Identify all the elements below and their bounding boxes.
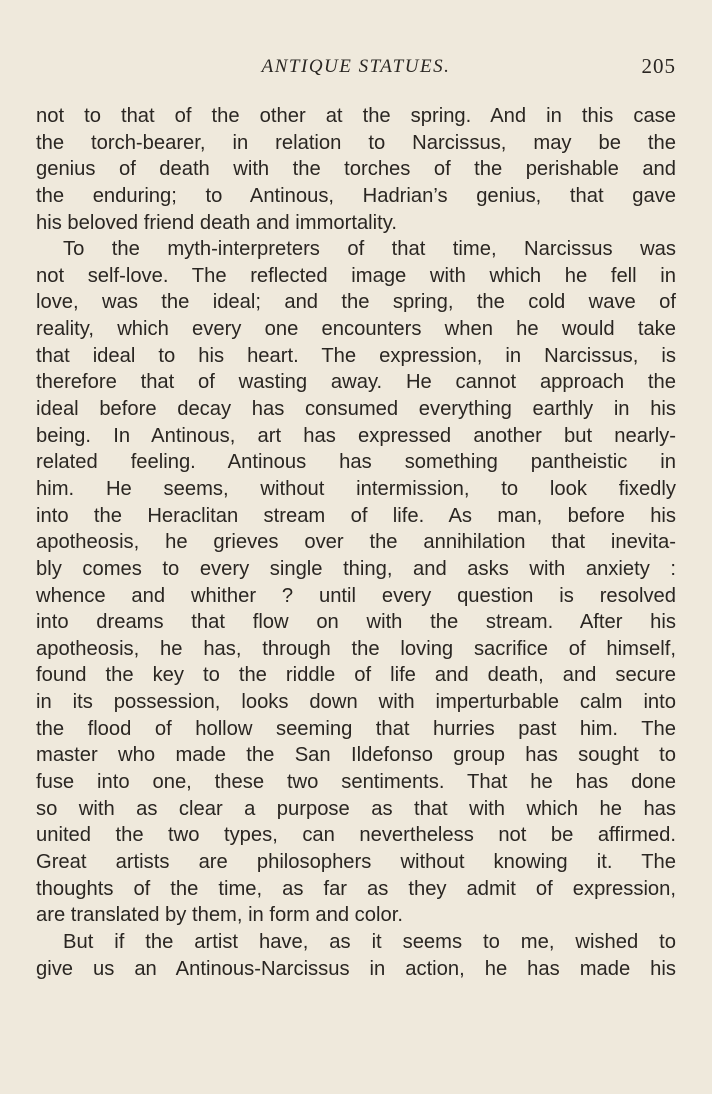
text-line: therefore that of wasting away. He cannot approach the — [36, 371, 676, 394]
text-line: genius of death with the torches of the perishable and — [36, 158, 676, 181]
text-line: are translated by them, in form and color. — [36, 904, 403, 927]
text-line: related feeling. Antinous has something pantheistic in — [36, 451, 676, 474]
text-line: not to that of the other at the spring. And in this case — [36, 105, 676, 127]
text-line: But if the artist have, as it seems to me, wished to — [63, 930, 676, 953]
text-line: his beloved friend death and immortality. — [36, 211, 397, 234]
text-line: fuse into one, these two sentiments. That he has done — [36, 771, 676, 794]
text-line: ideal before decay has consumed everything earthly in his — [36, 398, 676, 421]
text-line: not self-love. The reflected image with which he fell in — [36, 264, 676, 287]
text-line: the enduring; to Antinous, Hadrian’s genius, that gave — [36, 184, 676, 207]
text-line: whence and whither ? until every question is resolved — [36, 584, 676, 607]
text-line: the flood of hollow seeming that hurries past him. The — [36, 717, 676, 740]
text-line: into dreams that flow on with the stream. After his — [36, 611, 676, 634]
text-line: that ideal to his heart. The expression, in Narcissus, is — [36, 344, 676, 367]
text-line: apotheosis, he grieves over the annihilation that inevita- — [36, 531, 676, 554]
text-line: To the myth-interpreters of that time, Narcissus was — [63, 238, 676, 261]
text-line: found the key to the riddle of life and death, and secure — [36, 664, 676, 687]
text-line: bly comes to every single thing, and asks with anxiety : — [36, 557, 676, 580]
text-line: united the two types, can nevertheless not be affirmed. — [36, 824, 676, 847]
running-head — [36, 50, 676, 90]
text-line: give us an Antinous-Narcissus in action, he has made his — [36, 957, 676, 980]
text-line: him. He seems, without intermission, to look fixedly — [36, 477, 676, 500]
text-line: into the Heraclitan stream of life. As man, before his — [36, 504, 676, 527]
text-line: love, was the ideal; and the spring, the cold wave of — [36, 291, 676, 314]
text-line: in its possession, looks down with imperturbable calm into — [36, 691, 676, 714]
text-line: being. In Antinous, art has expressed another but nearly- — [36, 424, 676, 447]
body-text — [36, 103, 676, 982]
text-line: master who made the San Ildefonso group has sought to — [36, 744, 676, 767]
text-line: apotheosis, he has, through the loving sacrifice of himself, — [36, 637, 676, 660]
text-line: so with as clear a purpose as that with which he has — [36, 797, 676, 820]
text-line: the torch-bearer, in relation to Narcissus, may be the — [36, 131, 676, 154]
text-line: reality, which every one encounters when he would take — [36, 318, 676, 341]
text-line: thoughts of the time, as far as they admit of expression, — [36, 877, 676, 900]
page-number: 205 — [641, 54, 676, 78]
running-title: ANTIQUE STATUES. — [261, 56, 451, 77]
text-line: Great artists are philosophers without knowing it. The — [36, 850, 676, 873]
